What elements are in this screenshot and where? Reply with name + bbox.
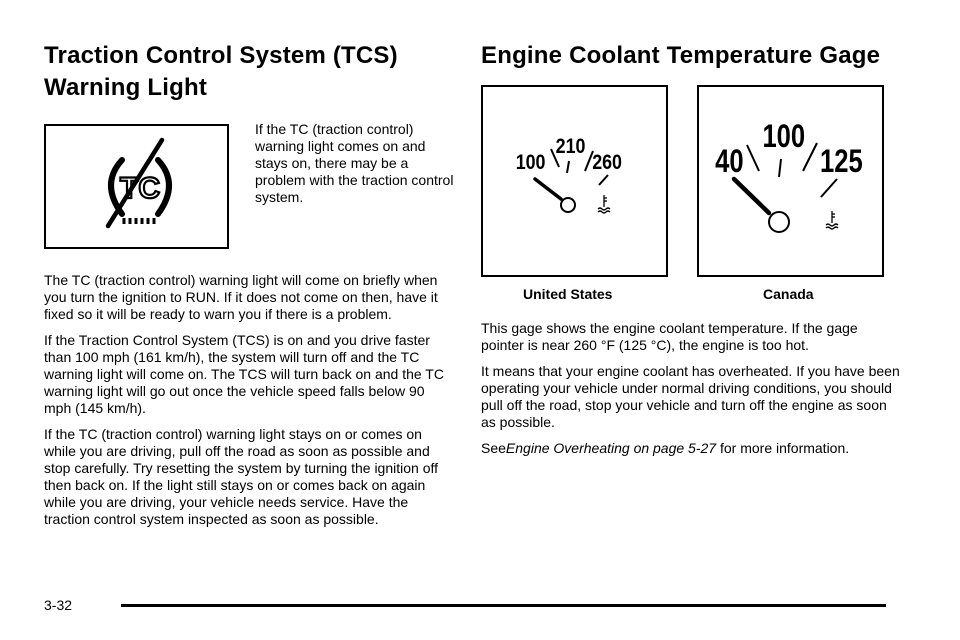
coolant-gauge-canada-dial: [699, 87, 882, 275]
coolant-gage-heading: Engine Coolant Temperature Gage: [481, 42, 881, 69]
gauge-us-high-label: 260: [592, 150, 622, 175]
tcs-paragraph: The TC (traction control) warning light will come on briefly when you turn the ignition to RUN. If it does not come on then, have it fixed so it will be ready to warn you if there is a problem.: [44, 272, 438, 322]
see-suffix: for more information.: [716, 440, 850, 456]
right-column: [481, 40, 901, 456]
gauge-ca-mid-label: 100: [762, 119, 806, 155]
gauge-united-states: [481, 85, 668, 277]
tcs-paragraph: If the Traction Control System (TCS) is on and you drive faster than 100 mph (161 km/h), the system will turn off and the TC warning light will come on. The TCS will turn back on and the TC warning light will go out once the vehicle speed falls below 90 mph (145 km/h).: [44, 332, 444, 416]
coolant-paragraph: It means that your engine coolant has overheated. If you have been operating your vehicle under normal driving conditions, you should pull off the road, stop your vehicle and turn off the engine as soon as possible.: [481, 363, 900, 430]
see-reference-link[interactable]: Engine Overheating on page 5-27: [505, 440, 717, 456]
tcs-body: [44, 272, 454, 537]
gauge-canada-caption: Canada: [763, 286, 814, 302]
tc-icon-letters: TC: [120, 172, 160, 205]
tcs-paragraph: If the TC (traction control) warning light stays on or comes on while you are driving, pull off the road as soon as possible and stop carefully. Try resetting the system by turning the ignition off then back on. If the light still stays on or comes back on again while you are driving, your vehicle needs service. Have the traction control system inspected as soon as possible.: [44, 426, 439, 527]
tc-intro-text: If the TC (traction control) warning light comes on and stays on, there may be a problem with the traction control system.: [255, 121, 454, 205]
gauge-ca-high-label: 125: [820, 144, 863, 180]
footer-rule: [121, 604, 886, 607]
tc-warning-icon: [46, 126, 227, 247]
gauge-us-low-label: 100: [515, 150, 546, 175]
gauge-us-caption: United States: [523, 286, 613, 302]
gauge-ca-low-label: 40: [715, 144, 744, 180]
coolant-paragraph: This gage shows the engine coolant temperature. If the gage pointer is near 260 °F (125 °C), the engine is too hot.: [481, 320, 858, 353]
see-reference: [481, 440, 901, 457]
coolant-body: [481, 320, 901, 466]
see-prefix: See: [481, 440, 506, 456]
page-number: 3-32: [44, 597, 73, 613]
gauge-canada: [697, 85, 884, 277]
gauge-us-mid-label: 210: [555, 134, 586, 159]
coolant-gauge-us-dial: [483, 87, 666, 275]
tcs-heading: Traction Control System (TCS) Warning Light: [44, 42, 398, 101]
coolant-temperature-icon: [826, 211, 838, 229]
coolant-temperature-icon: [598, 195, 610, 213]
tc-warning-light-illustration: [44, 124, 229, 249]
